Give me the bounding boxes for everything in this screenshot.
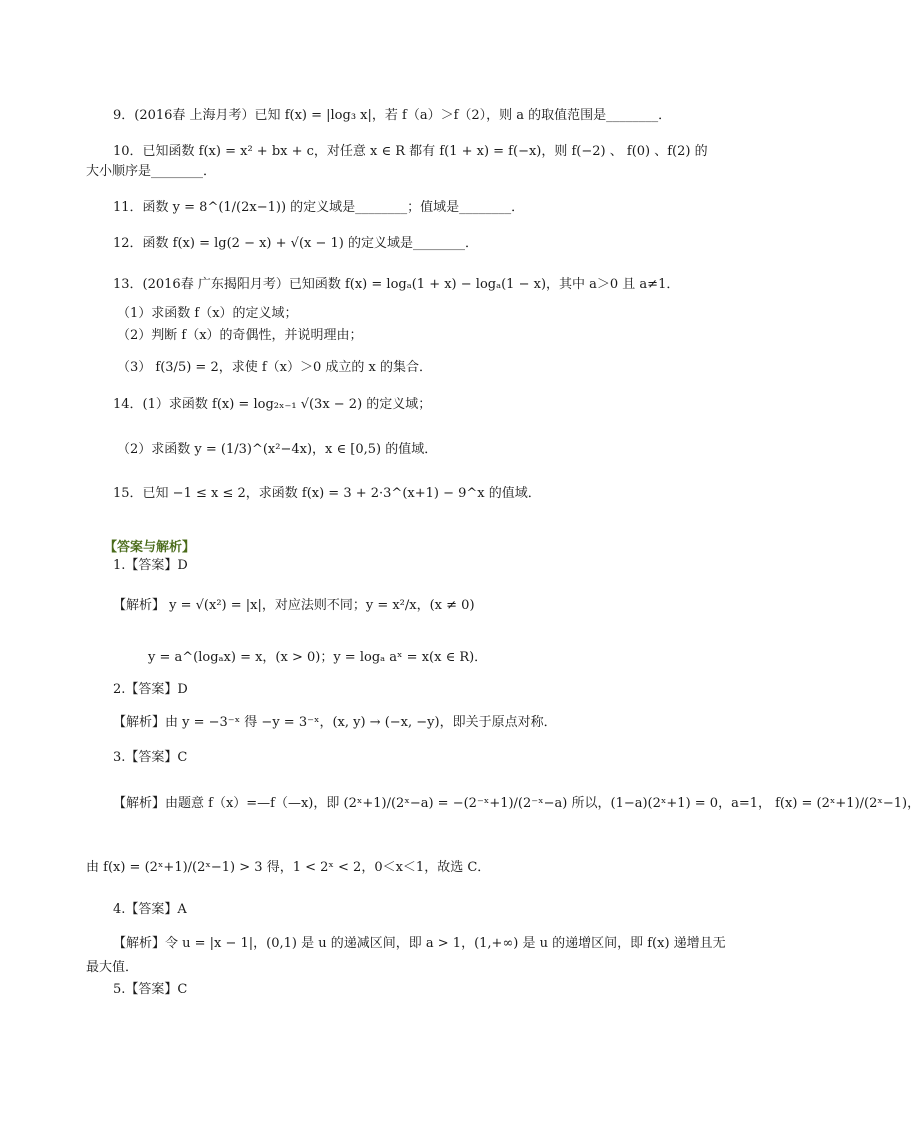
question-15: 15．已知 −1 ≤ x ≤ 2，求函数 f(x) = 3 + 2·3^(x+1) − 9^x 的值域． bbox=[113, 486, 541, 501]
answer-4: 4.【答案】A bbox=[113, 902, 187, 917]
question-10: 10．已知函数 f(x) = x² + bx + c，对任意 x ∈ R 都有 f(1 + x) = f(−x)，则 f(−2) 、 f(0) 、f(2) 的 bbox=[113, 144, 708, 159]
answer-1: 1.【答案】D bbox=[113, 558, 188, 573]
answer-2-explanation: 【解析】由 y = −3⁻ˣ 得 −y = 3⁻ˣ，(x, y) → (−x, −y)，即关于原点对称． bbox=[113, 715, 557, 730]
question-12: 12．函数 f(x) = lg(2 − x) + √(x − 1) 的定义域是________． bbox=[113, 236, 478, 251]
question-13-part2: （2）判断 f（x）的奇偶性，并说明理由； bbox=[117, 328, 363, 343]
answer-4-explanation-cont: 最大值． bbox=[86, 960, 139, 975]
question-14-part2: （2）求函数 y = (1/3)^(x²−4x)，x ∈ [0,5) 的值域． bbox=[117, 442, 438, 457]
question-14-part1: 14．(1）求函数 f(x) = log₂ₓ₋₁ √(3x − 2) 的定义域； bbox=[113, 397, 432, 412]
question-11: 11．函数 y = 8^(1/(2x−1)) 的定义域是________；值域是________． bbox=[113, 200, 525, 215]
answer-1-explanation: 【解析】 y = √(x²) = |x|，对应法则不同；y = x²/x，(x ≠ 0) bbox=[113, 598, 475, 613]
answer-4-explanation: 【解析】令 u = |x − 1|，(0,1) 是 u 的递减区间，即 a > 1，(1,+∞) 是 u 的递增区间，即 f(x) 递增且无 bbox=[113, 936, 726, 951]
question-13: 13．(2016春 广东揭阳月考）已知函数 f(x) = logₐ(1 + x) − logₐ(1 − x)，其中 a＞0 且 a≠1． bbox=[113, 277, 680, 292]
answer-5: 5.【答案】C bbox=[113, 982, 188, 997]
answer-3: 3.【答案】C bbox=[113, 750, 188, 765]
question-13-part3: （3） f(3/5) = 2，求使 f（x）＞0 成立的 x 的集合． bbox=[117, 360, 432, 375]
answer-1-explanation-cont: y = a^(logₐx) = x，(x > 0)；y = logₐ aˣ = x(x ∈ R)． bbox=[148, 650, 488, 665]
answer-3-explanation-cont: 由 f(x) = (2ˣ+1)/(2ˣ−1) > 3 得，1 < 2ˣ < 2，0＜x＜1，故选 C． bbox=[86, 860, 491, 875]
question-13-part1: （1）求函数 f（x）的定义域； bbox=[117, 306, 298, 321]
question-9: 9．(2016春 上海月考）已知 f(x) = |log₃ x|，若 f（a）＞f（2），则 a 的取值范围是________． bbox=[113, 108, 672, 123]
answers-heading: 【答案与解析】 bbox=[104, 540, 196, 555]
answer-3-explanation: 【解析】由题意 f（x）=—f（—x)，即 (2ˣ+1)/(2ˣ−a) = −(2⁻ˣ+1)/(2⁻ˣ−a) 所以，(1−a)(2ˣ+1) = 0，a=1， f(x) = (2ˣ+1)/(2ˣ−1)， bbox=[113, 796, 920, 811]
answer-2: 2.【答案】D bbox=[113, 682, 188, 697]
question-10-cont: 大小顺序是________． bbox=[86, 164, 217, 179]
